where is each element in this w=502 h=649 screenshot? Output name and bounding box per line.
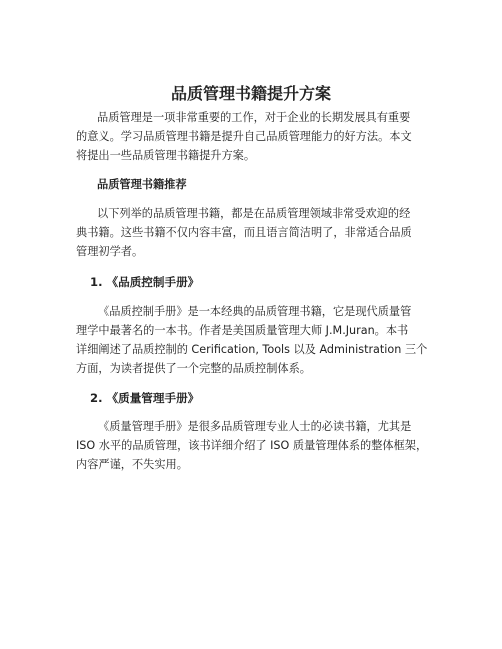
book1-line-3: 详细阐述了品质控制的 Cerification, Tools 以及 Administration 三个 xyxy=(76,343,428,356)
book2-line-3: 内容严谨，不失实用。 xyxy=(76,458,188,471)
recommend-line-2: 典书籍。这些书籍不仅内容丰富，而且语言简洁明了，非常适合品质 xyxy=(76,226,412,239)
document-title: 品质管理书籍提升方案 xyxy=(170,84,331,103)
book2-heading: 2. 《质量管理手册》 xyxy=(90,391,200,405)
intro-line-2: 的意义。学习品质管理书籍是提升自己品质管理能力的好方法。本文 xyxy=(76,130,412,143)
intro-line-3: 将提出一些品质管理书籍提升方案。 xyxy=(76,149,256,162)
book1-line-4: 方面，为读者提供了一个完整的品质控制体系。 xyxy=(76,362,311,375)
section-heading-recommend: 品质管理书籍推荐 xyxy=(97,178,187,191)
book1-line-2: 理学中最著名的一本书。作者是美国质量管理大师 J.M.Juran。本书 xyxy=(76,324,409,337)
recommend-line-1: 以下列举的品质管理书籍，都是在品质管理领域非常受欢迎的经 xyxy=(97,207,411,220)
recommend-line-3: 管理初学者。 xyxy=(76,245,144,258)
book2-line-1: 《质量管理手册》是很多品质管理专业人士的必读书籍，尤其是 xyxy=(98,420,412,433)
book1-line-1: 《品质控制手册》是一本经典的品质管理书籍，它是现代质量管 xyxy=(98,305,412,318)
book2-line-2: ISO 水平的品质管理，该书详细介绍了 ISO 质量管理体系的整体框架， xyxy=(76,439,428,452)
intro-line-1: 品质管理是一项非常重要的工作，对于企业的长期发展具有重要 xyxy=(97,111,411,124)
book1-heading: 1. 《品质控制手册》 xyxy=(90,275,200,289)
